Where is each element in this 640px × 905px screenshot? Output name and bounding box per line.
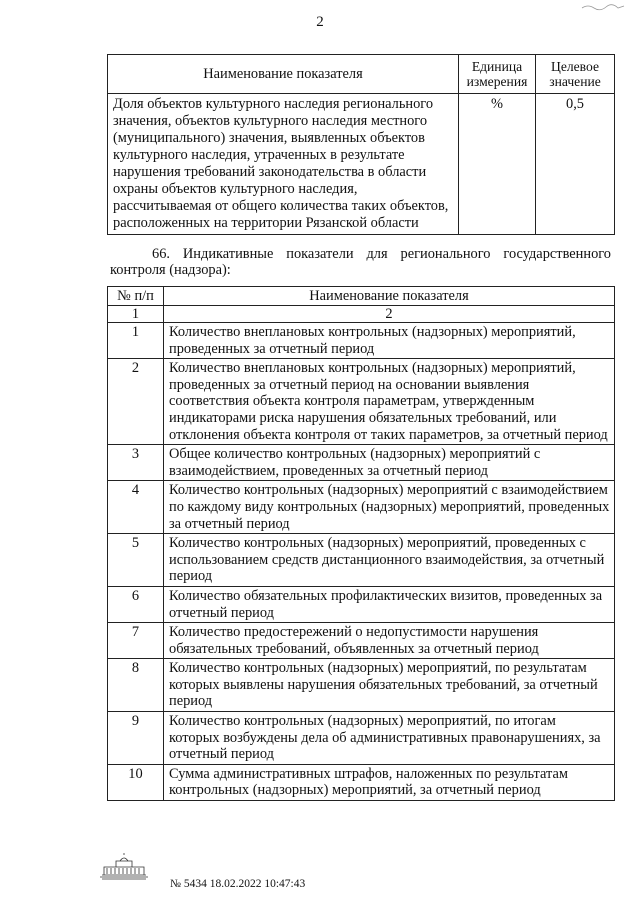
document-registration-stamp: № 5434 18.02.2022 10:47:43	[170, 878, 306, 890]
table-row	[108, 534, 615, 587]
table-row	[108, 623, 615, 659]
table-row	[108, 323, 615, 359]
column-number-row	[108, 306, 615, 323]
row-indicator-name: Количество предостережений о недопустимости нарушения обязательных требований, объявленных за отчетный период	[164, 623, 615, 659]
indicator-target-cell: 0,5	[536, 94, 615, 235]
row-number: 10	[108, 764, 164, 800]
government-building-logo-icon	[98, 853, 150, 881]
row-indicator-name: Общее количество контрольных (надзорных) мероприятий с взаимодействием, проведенных за отчетный период	[164, 445, 615, 481]
column-header-number-text: № п/п	[117, 288, 154, 304]
row-indicator-name: Количество контрольных (надзорных) мероприятий, проведенных с использованием средств дистанционного взаимодействия, за отчетный период	[164, 534, 615, 587]
column-number-1: 1	[108, 306, 164, 323]
row-number: 8	[108, 659, 164, 712]
table-row	[108, 712, 615, 765]
row-number: 7	[108, 623, 164, 659]
row-indicator-name: Количество контрольных (надзорных) мероприятий, по результатам которых выявлены нарушения обязательных требований, за отчетный период	[164, 659, 615, 712]
table-header-row	[108, 287, 615, 306]
row-indicator-name: Сумма административных штрафов, наложенных по результатам контрольных (надзорных) мероприятий, за отчетный период	[164, 764, 615, 800]
target-indicator-table	[107, 54, 615, 235]
column-header-target: Целевое значение	[536, 55, 615, 94]
table-row	[108, 764, 615, 800]
table-row	[108, 445, 615, 481]
indicator-unit-cell: %	[459, 94, 536, 235]
paragraph-66-text: 66. Индикативные показатели для регионального государственного контроля (надзора):	[110, 246, 611, 278]
row-indicator-name: Количество контрольных (надзорных) мероприятий с взаимодействием по каждому виду контрольных (надзорных) мероприятий, проведенных за отчетный период	[164, 481, 615, 534]
row-number: 6	[108, 586, 164, 622]
row-indicator-name: Количество внеплановых контрольных (надзорных) мероприятий, проведенных за отчетный период	[164, 323, 615, 359]
column-number-2: 2	[164, 306, 615, 323]
scan-mark-icon	[580, 2, 626, 12]
paragraph-66	[110, 246, 611, 278]
row-number: 5	[108, 534, 164, 587]
row-number: 3	[108, 445, 164, 481]
row-indicator-name: Количество контрольных (надзорных) мероприятий, по итогам которых возбуждены дела об административных правонарушениях, за отчетный период	[164, 712, 615, 765]
row-number: 4	[108, 481, 164, 534]
column-header-name: Наименование показателя	[164, 287, 615, 306]
table-row	[108, 586, 615, 622]
page-number: 2	[316, 14, 324, 30]
table-header-row	[108, 55, 615, 94]
column-header-number	[108, 287, 164, 306]
indicative-indicators-table	[107, 286, 615, 801]
table-row	[108, 359, 615, 445]
table-row	[108, 481, 615, 534]
indicator-name-cell: Доля объектов культурного наследия регионального значения, объектов культурного наследия местного (муниципального) значения, выявленных объектов культурного наследия, утраченных в результате нарушения требований законодательства в области охраны объектов культурного наследия, рассчитываемая от общего количества таких объектов, расположенных на территории Рязанской области	[108, 94, 459, 235]
row-indicator-name: Количество внеплановых контрольных (надзорных) мероприятий, проведенных за отчетный период на основании выявления соответствия объекта контроля параметрам, утвержденным индикаторами риска нарушения обязательных требований, или отклонения объекта контроля от таких параметров, за отчетный период	[164, 359, 615, 445]
column-header-unit: Единица измерения	[459, 55, 536, 94]
column-header-name: Наименование показателя	[108, 55, 459, 94]
row-indicator-name: Количество обязательных профилактических визитов, проведенных за отчетный период	[164, 586, 615, 622]
row-number: 9	[108, 712, 164, 765]
table-row	[108, 94, 615, 235]
row-number: 1	[108, 323, 164, 359]
row-number: 2	[108, 359, 164, 445]
table-row	[108, 659, 615, 712]
